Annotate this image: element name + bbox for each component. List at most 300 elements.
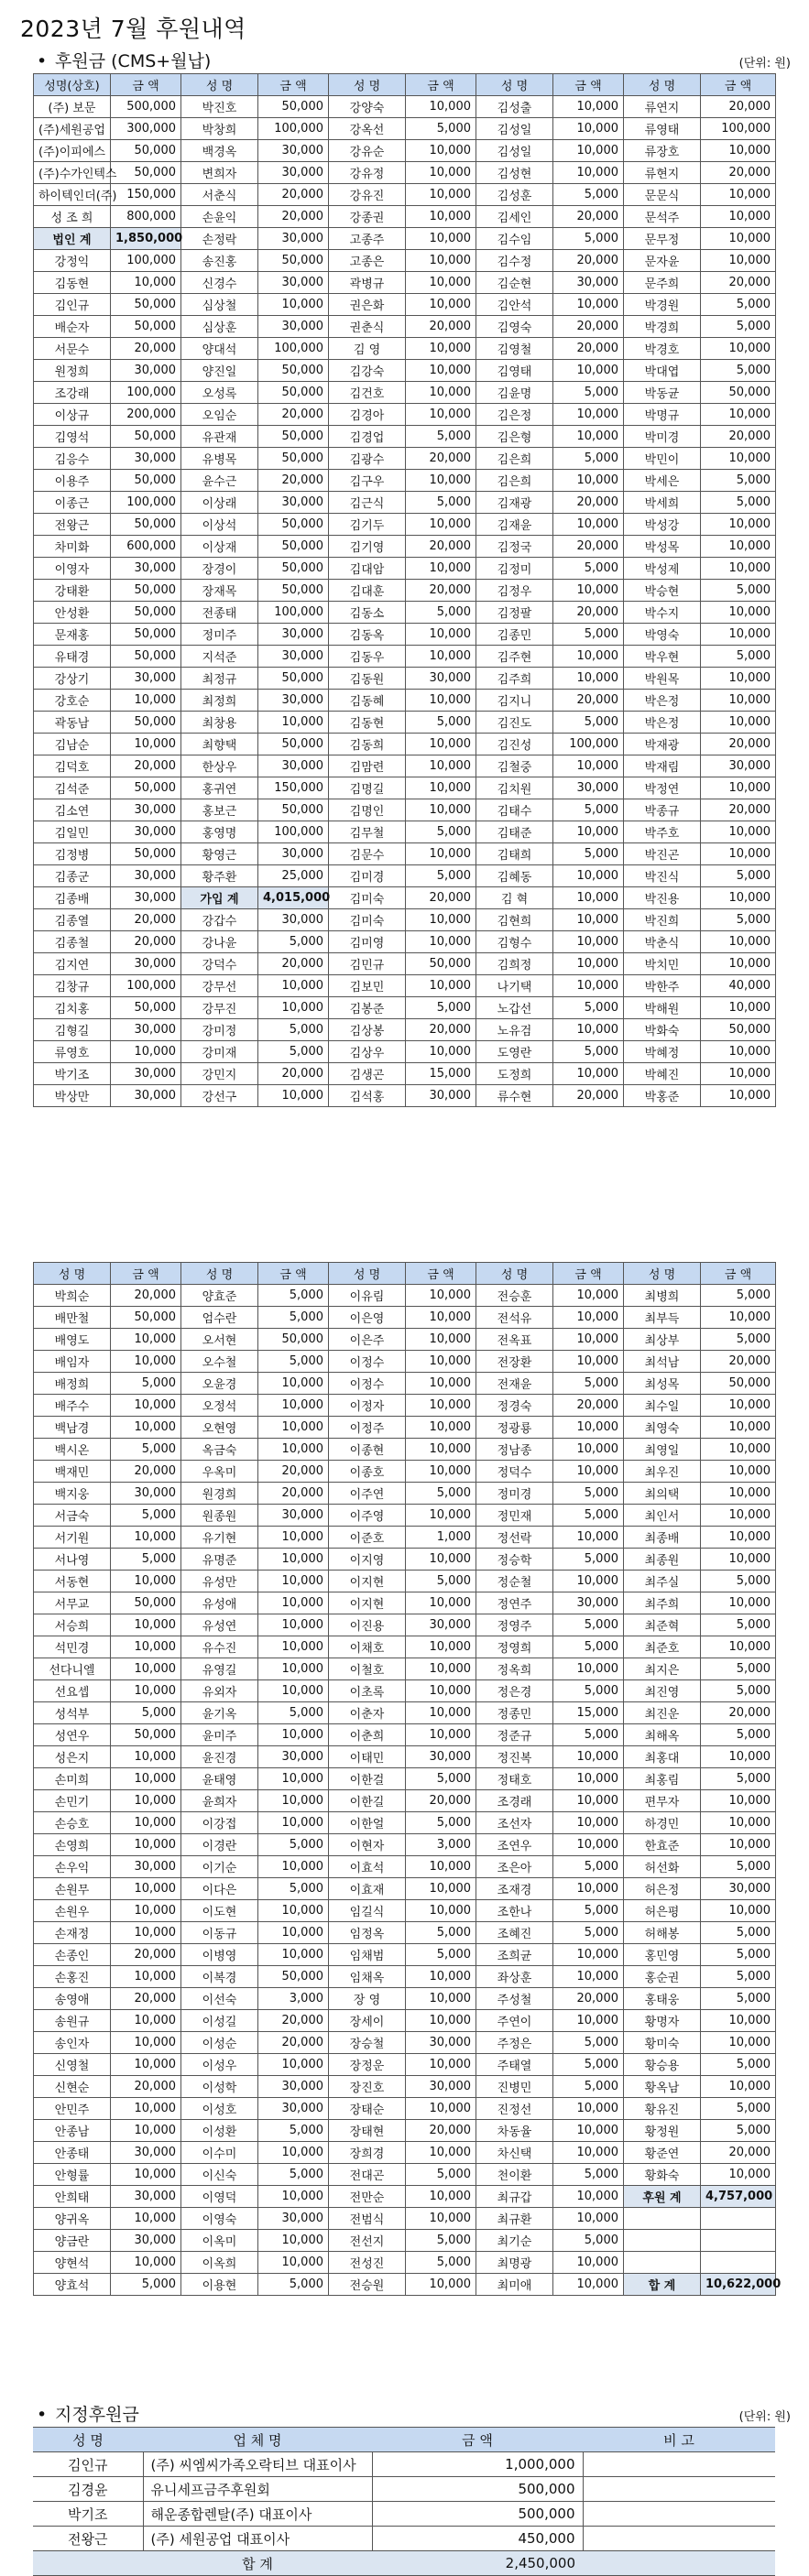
donor-name-cell: 황유진	[624, 2098, 701, 2120]
donor-name-cell: 박성목	[624, 536, 701, 558]
donor-name-cell: 류영호	[34, 1041, 111, 1063]
note-column-header: 비 고	[583, 2428, 775, 2452]
donor-name-cell: 최홍림	[624, 1768, 701, 1790]
donation-amount-cell: 10,000	[553, 2120, 624, 2142]
donor-name-cell: 윤진경	[181, 1746, 258, 1768]
donor-name-cell: 손미희	[34, 1768, 111, 1790]
donor-name-cell: 박춘식	[624, 931, 701, 953]
donor-name-cell: 배만철	[34, 1307, 111, 1329]
donor-name-cell: (주) 보문	[34, 96, 111, 118]
donation-amount-cell: 10,000	[406, 2274, 476, 2296]
table-row	[33, 2452, 775, 2477]
donation-amount-cell: 10,000	[406, 1285, 476, 1307]
donation-amount-cell: 10,000	[553, 294, 624, 316]
donation-amount-cell: 10,000	[553, 2010, 624, 2032]
donation-amount-cell: 10,000	[701, 2010, 776, 2032]
donor-name-cell: 곽동남	[34, 712, 111, 734]
donation-amount-cell: 10,000	[406, 1724, 476, 1746]
unit-label: (단위: 원)	[738, 57, 791, 71]
table-row	[34, 2208, 776, 2230]
table-row	[34, 646, 776, 668]
donation-amount-cell: 10,000	[258, 1439, 329, 1461]
unit-label: (단위: 원)	[738, 2410, 791, 2424]
donor-name-cell: 이경란	[181, 1834, 258, 1856]
donation-amount-cell: 10,000	[111, 1922, 181, 1944]
donor-name-cell: 심상철	[181, 294, 258, 316]
table-row	[34, 1373, 776, 1395]
donor-name-cell: 김정병	[34, 843, 111, 865]
donor-name-cell: 박원목	[624, 668, 701, 690]
donation-amount-cell: 50,000	[111, 843, 181, 865]
donation-amount-cell: 10,000	[258, 1856, 329, 1878]
donation-amount-cell: 5,000	[111, 1373, 181, 1395]
table-row	[34, 843, 776, 865]
donation-amount-cell: 10,000	[701, 1636, 776, 1658]
donation-amount-cell: 10,622,000	[701, 2274, 776, 2296]
donation-amount-cell: 10,000	[701, 514, 776, 536]
donor-name-cell: 김미숙	[329, 909, 406, 931]
donor-name-cell: 박성제	[624, 558, 701, 580]
donation-amount-cell: 10,000	[406, 2208, 476, 2230]
donation-amount-cell: 10,000	[406, 1658, 476, 1680]
donor-name-cell: 김인규	[34, 294, 111, 316]
donation-amount-cell: 10,000	[406, 1041, 476, 1063]
company-cell: 해운종합렌탈(주) 대표이사	[143, 2502, 372, 2527]
donor-name-cell: 이유림	[329, 1285, 406, 1307]
donor-name-cell: 전승훈	[476, 1285, 553, 1307]
donation-amount-cell: 20,000	[701, 426, 776, 448]
donor-name-cell: 김종배	[34, 887, 111, 909]
donation-amount-cell: 30,000	[258, 2076, 329, 2098]
donation-amount-cell: 10,000	[553, 1966, 624, 1988]
donation-amount-cell: 30,000	[111, 2142, 181, 2164]
donation-amount-cell: 30,000	[701, 1878, 776, 1900]
donor-name-cell: 김경업	[329, 426, 406, 448]
donor-name-cell: 이상재	[181, 536, 258, 558]
donation-amount-cell: 10,000	[701, 1790, 776, 1812]
donation-amount-cell: 10,000	[701, 404, 776, 426]
donor-name-cell: 이효석	[329, 1856, 406, 1878]
table-row	[34, 953, 776, 975]
donation-amount-cell: 10,000	[553, 755, 624, 777]
donation-amount-cell: 10,000	[553, 580, 624, 602]
donor-name-cell: 손민기	[34, 1790, 111, 1812]
donation-amount-cell: 10,000	[406, 162, 476, 184]
donation-amount-cell: 5,000	[553, 1614, 624, 1636]
donation-amount-cell: 50,000	[258, 734, 329, 755]
donor-name-cell: 이용주	[34, 470, 111, 492]
donation-amount-cell: 100,000	[258, 118, 329, 140]
donation-amount-cell: 10,000	[406, 1856, 476, 1878]
donor-name-cell: 김인규	[33, 2452, 143, 2477]
donor-name-cell: 김재윤	[476, 514, 553, 536]
donation-amount-cell: 5,000	[111, 1439, 181, 1461]
name-column-header: 성 명	[624, 74, 701, 96]
donor-name-cell: 배영도	[34, 1329, 111, 1351]
note-cell	[583, 2502, 775, 2527]
donation-amount-cell: 10,000	[406, 1439, 476, 1461]
donation-amount-cell: 1,000	[406, 1527, 476, 1549]
donor-name-cell: 이정주	[329, 1417, 406, 1439]
donor-name-cell: 김구우	[329, 470, 406, 492]
donation-amount-cell: 100,000	[111, 975, 181, 997]
donation-amount-cell: 30,000	[406, 1746, 476, 1768]
donation-amount-cell: 30,000	[258, 316, 329, 338]
donor-name-cell: 정연주	[476, 1592, 553, 1614]
donation-amount-cell: 20,000	[553, 250, 624, 272]
donor-name-cell: 김치원	[476, 777, 553, 799]
donor-name-cell: 최종원	[624, 1549, 701, 1571]
donor-name-cell: 강상기	[34, 668, 111, 690]
donor-name-cell: 주성철	[476, 1988, 553, 2010]
table-header-row	[34, 74, 776, 96]
donation-amount-cell: 3,000	[258, 1988, 329, 2010]
donation-amount-cell: 10,000	[553, 1285, 624, 1307]
donor-name-cell: 안형률	[34, 2164, 111, 2186]
amount-column-header: 금 액	[258, 1263, 329, 1285]
donor-name-cell: 김형수	[476, 931, 553, 953]
donation-amount-cell: 30,000	[406, 668, 476, 690]
company-cell: 유니세프금주후원회	[143, 2477, 372, 2502]
donation-amount-cell: 20,000	[553, 1085, 624, 1107]
donor-name-cell: 서무교	[34, 1592, 111, 1614]
donation-amount-cell: 20,000	[553, 492, 624, 514]
donor-name-cell: 유성애	[181, 1592, 258, 1614]
donor-name-cell: 김정미	[476, 558, 553, 580]
donation-amount-cell: 10,000	[406, 272, 476, 294]
donation-amount-cell: 100,000	[111, 382, 181, 404]
donation-amount-cell: 10,000	[111, 1790, 181, 1812]
donor-name-cell: 최주희	[624, 1592, 701, 1614]
donation-amount-cell: 10,000	[258, 1395, 329, 1417]
donor-name-cell: 장희경	[329, 2142, 406, 2164]
table-row	[34, 712, 776, 734]
donation-amount-cell: 5,000	[553, 1041, 624, 1063]
donor-name-cell: 이진용	[329, 1614, 406, 1636]
donor-name-cell: 윤희자	[181, 1790, 258, 1812]
donor-name-cell: 김영숙	[476, 316, 553, 338]
donor-name-cell: 양진일	[181, 360, 258, 382]
donation-amount-cell: 10,000	[406, 338, 476, 360]
donor-name-cell: 김현희	[476, 909, 553, 931]
donation-amount-cell: 5,000	[553, 1922, 624, 1944]
table-row	[34, 1285, 776, 1307]
donation-amount-cell: 10,000	[553, 2186, 624, 2208]
donor-name-cell: 손원무	[34, 1878, 111, 1900]
donation-amount-cell: 10,000	[553, 2208, 624, 2230]
donation-amount-cell: 1,850,000	[111, 228, 181, 250]
donation-amount-cell: 10,000	[553, 1746, 624, 1768]
donor-name-cell: 배주수	[34, 1395, 111, 1417]
donation-amount-cell: 800,000	[111, 206, 181, 228]
donor-name-cell: 김보민	[329, 975, 406, 997]
donor-name-cell: 강양숙	[329, 96, 406, 118]
donation-amount-cell: 10,000	[406, 1329, 476, 1351]
donor-name-cell: 임채옥	[329, 1966, 406, 1988]
donor-name-cell: 박창희	[181, 118, 258, 140]
table-row	[34, 2186, 776, 2208]
donor-name-cell: 박경원	[624, 294, 701, 316]
donation-amount-cell: 5,000	[701, 470, 776, 492]
donor-name-cell: 김수정	[476, 250, 553, 272]
donor-name-cell: 석민경	[34, 1636, 111, 1658]
donor-name-cell: 황화숙	[624, 2164, 701, 2186]
donation-amount-cell: 10,000	[701, 1395, 776, 1417]
donor-name-cell: 원정희	[34, 360, 111, 382]
donation-amount-cell: 10,000	[701, 821, 776, 843]
donation-amount-cell: 10,000	[553, 2252, 624, 2274]
donation-amount-cell: 20,000	[258, 1461, 329, 1483]
donor-name-cell: 이태민	[329, 1746, 406, 1768]
donor-name-cell: 김창규	[34, 975, 111, 997]
donor-name-cell: 김남순	[34, 734, 111, 755]
donor-name-cell: 박희순	[34, 1285, 111, 1307]
donor-name-cell: 김동옥	[329, 624, 406, 646]
donor-name-cell: 박진희	[624, 909, 701, 931]
donor-name-cell: 최주실	[624, 1571, 701, 1592]
donation-amount-cell: 20,000	[406, 316, 476, 338]
donor-name-cell: 오서현	[181, 1329, 258, 1351]
donation-amount-cell: 30,000	[111, 953, 181, 975]
donor-name-cell: 강선구	[181, 1085, 258, 1107]
table-row	[34, 470, 776, 492]
donation-amount-cell: 50,000	[258, 799, 329, 821]
donor-name-cell: 박경희	[624, 316, 701, 338]
donation-amount-cell: 10,000	[111, 1834, 181, 1856]
name-column-header: 성 명	[476, 1263, 553, 1285]
company-cell: (주) 세원공업 대표이사	[143, 2527, 372, 2551]
donation-amount-cell	[701, 2208, 776, 2230]
donor-name-cell: 최상부	[624, 1329, 701, 1351]
donor-name-cell: 이옥희	[181, 2252, 258, 2274]
donation-amount-cell: 10,000	[406, 1702, 476, 1724]
donation-amount-cell: 10,000	[258, 1527, 329, 1549]
donor-name-cell: 전성진	[329, 2252, 406, 2274]
donation-amount-cell: 20,000	[553, 316, 624, 338]
donation-amount-cell: 10,000	[111, 1812, 181, 1834]
donation-amount-cell: 10,000	[553, 821, 624, 843]
donor-name-cell: 김소연	[34, 799, 111, 821]
total-amount-cell: 2,450,000	[372, 2551, 583, 2576]
company-cell: (주) 씨엠씨가족오락티브 대표이사	[143, 2452, 372, 2477]
donation-amount-cell: 100,000	[258, 821, 329, 843]
donation-amount-cell: 10,000	[701, 2032, 776, 2054]
donation-amount-cell: 20,000	[701, 272, 776, 294]
donation-amount-cell: 20,000	[258, 953, 329, 975]
donation-amount-cell: 10,000	[701, 1461, 776, 1483]
table-row	[34, 228, 776, 250]
table-row	[34, 1768, 776, 1790]
donation-amount-cell: 30,000	[111, 821, 181, 843]
donor-name-cell: 황명자	[624, 2010, 701, 2032]
donor-name-cell: 최명광	[476, 2252, 553, 2274]
donor-name-cell: 진정선	[476, 2098, 553, 2120]
donation-amount-cell: 5,000	[553, 2164, 624, 2186]
donor-name-cell: 이선숙	[181, 1988, 258, 2010]
table-row	[34, 2120, 776, 2142]
donation-amount-cell: 10,000	[553, 668, 624, 690]
donation-amount-cell: 5,000	[258, 1351, 329, 1373]
donor-name-cell: 김종철	[34, 931, 111, 953]
donor-name-cell: 이은주	[329, 1329, 406, 1351]
donation-amount-cell: 150,000	[258, 777, 329, 799]
donation-amount-cell: 10,000	[701, 1812, 776, 1834]
amount-column-header: 금 액	[111, 1263, 181, 1285]
table-row	[34, 338, 776, 360]
donation-amount-cell: 20,000	[553, 690, 624, 712]
table-row	[34, 316, 776, 338]
donor-name-cell: 정은경	[476, 1680, 553, 1702]
donation-amount-cell: 20,000	[258, 1483, 329, 1505]
donor-name-cell: 김지니	[476, 690, 553, 712]
donor-name-cell: 정종민	[476, 1702, 553, 1724]
table-row	[34, 492, 776, 514]
table-row	[34, 1636, 776, 1658]
donation-amount-cell: 10,000	[701, 448, 776, 470]
donation-amount-cell: 10,000	[258, 2230, 329, 2252]
amount-column-header: 금 액	[111, 74, 181, 96]
company-column-header: 업 체 명	[143, 2428, 372, 2452]
name-column-header: 성 명	[181, 1263, 258, 1285]
donation-amount-cell: 100,000	[258, 602, 329, 624]
donor-name-cell: 오현영	[181, 1417, 258, 1439]
donor-name-cell: 이종근	[34, 492, 111, 514]
donation-amount-cell: 10,000	[553, 1658, 624, 1680]
donation-amount-cell: 100,000	[258, 338, 329, 360]
table-row	[34, 360, 776, 382]
donor-name-cell: 손홍진	[34, 1966, 111, 1988]
amount-column-header: 금 액	[701, 74, 776, 96]
donation-amount-cell: 50,000	[701, 1019, 776, 1041]
table-row	[34, 1900, 776, 1922]
donor-name-cell: 김무철	[329, 821, 406, 843]
donation-amount-cell: 5,000	[701, 1768, 776, 1790]
donation-amount-cell: 30,000	[111, 668, 181, 690]
table-row	[34, 1724, 776, 1746]
donation-amount-cell: 50,000	[406, 953, 476, 975]
donor-name-cell: 김성일	[476, 118, 553, 140]
table-row	[34, 404, 776, 426]
donation-amount-cell: 50,000	[258, 668, 329, 690]
donor-name-cell: 최정희	[181, 690, 258, 712]
donor-name-cell: 박경호	[624, 338, 701, 360]
donation-amount-cell: 5,000	[406, 1483, 476, 1505]
donation-amount-cell: 10,000	[553, 865, 624, 887]
donor-name-cell: 이종호	[329, 1461, 406, 1483]
donation-amount-cell: 50,000	[111, 624, 181, 646]
donor-name-cell: 홍귀연	[181, 777, 258, 799]
donation-amount-cell: 20,000	[406, 536, 476, 558]
donation-amount-cell: 10,000	[406, 2186, 476, 2208]
donor-name-cell: 장승철	[329, 2032, 406, 2054]
donor-name-cell: 최정규	[181, 668, 258, 690]
donation-amount-cell: 30,000	[111, 2186, 181, 2208]
donor-name-cell: 이영덕	[181, 2186, 258, 2208]
donation-amount-cell: 10,000	[553, 646, 624, 668]
donor-name-cell: 김정팔	[476, 602, 553, 624]
donor-name-cell: 김성출	[476, 96, 553, 118]
donation-amount-cell: 20,000	[111, 338, 181, 360]
donation-amount-cell: 30,000	[258, 690, 329, 712]
table-row	[33, 2502, 775, 2527]
donor-name-cell: 이신숙	[181, 2164, 258, 2186]
donation-amount-cell: 600,000	[111, 536, 181, 558]
donation-amount-cell: 10,000	[258, 712, 329, 734]
donation-amount-cell	[701, 2230, 776, 2252]
donation-amount-cell: 5,000	[406, 492, 476, 514]
donation-amount-cell: 20,000	[701, 96, 776, 118]
donation-amount-cell: 5,000	[258, 2164, 329, 2186]
donation-amount-cell: 30,000	[258, 2208, 329, 2230]
cms-donation-table	[33, 73, 776, 1107]
donation-amount-cell: 10,000	[553, 514, 624, 536]
donation-amount-cell: 10,000	[111, 2252, 181, 2274]
donor-name-cell: 김동소	[329, 602, 406, 624]
donation-amount-cell: 10,000	[111, 2164, 181, 2186]
donor-name-cell: 원경희	[181, 1483, 258, 1505]
table-row	[34, 1856, 776, 1878]
donor-name-cell: 김 혁	[476, 887, 553, 909]
donor-name-cell: 노유검	[476, 1019, 553, 1041]
donation-amount-cell: 10,000	[258, 1790, 329, 1812]
donation-amount-cell: 5,000	[701, 1922, 776, 1944]
donor-name-cell: 류영태	[624, 118, 701, 140]
donation-amount-cell: 5,000	[258, 1307, 329, 1329]
donor-name-cell: 곽병규	[329, 272, 406, 294]
donor-name-cell: 양효준	[181, 1285, 258, 1307]
donor-name-cell: 송인자	[34, 2032, 111, 2054]
donation-amount-cell: 5,000	[553, 1549, 624, 1571]
donation-amount-cell: 50,000	[258, 536, 329, 558]
table-row	[34, 690, 776, 712]
donor-name-cell: 차미화	[34, 536, 111, 558]
donor-name-cell: 이지현	[329, 1571, 406, 1592]
donation-amount-cell: 10,000	[111, 2120, 181, 2142]
donation-amount-cell: 30,000	[258, 1505, 329, 1527]
table-row	[34, 821, 776, 843]
donation-amount-cell: 10,000	[701, 250, 776, 272]
table-row	[34, 206, 776, 228]
donation-amount-cell: 10,000	[111, 1571, 181, 1592]
donation-amount-cell: 10,000	[553, 360, 624, 382]
donation-amount-cell: 500,000	[372, 2477, 583, 2502]
table-row	[34, 2010, 776, 2032]
donor-name-cell: 최규갑	[476, 2186, 553, 2208]
designated-section-heading	[37, 2401, 139, 2426]
table-row	[34, 975, 776, 997]
donor-name-cell: 김진도	[476, 712, 553, 734]
donation-amount-cell: 30,000	[406, 2076, 476, 2098]
table-row	[34, 1329, 776, 1351]
donor-name-cell: 문주희	[624, 272, 701, 294]
cms-section-heading	[37, 48, 211, 72]
donor-name-cell: 지석준	[181, 646, 258, 668]
donor-name-cell: 정순철	[476, 1571, 553, 1592]
donation-amount-cell: 5,000	[553, 997, 624, 1019]
donation-amount-cell: 10,000	[111, 1614, 181, 1636]
donor-name-cell: 유병목	[181, 448, 258, 470]
donation-amount-cell: 10,000	[406, 1307, 476, 1329]
donor-name-cell: 백재민	[34, 1461, 111, 1483]
table-row	[34, 1351, 776, 1373]
donor-name-cell: 장재목	[181, 580, 258, 602]
table-row	[34, 580, 776, 602]
table-row	[34, 1505, 776, 1527]
donor-name-cell: 박성강	[624, 514, 701, 536]
donation-amount-cell: 5,000	[406, 2230, 476, 2252]
donation-amount-cell: 50,000	[111, 470, 181, 492]
donation-amount-cell: 10,000	[553, 953, 624, 975]
